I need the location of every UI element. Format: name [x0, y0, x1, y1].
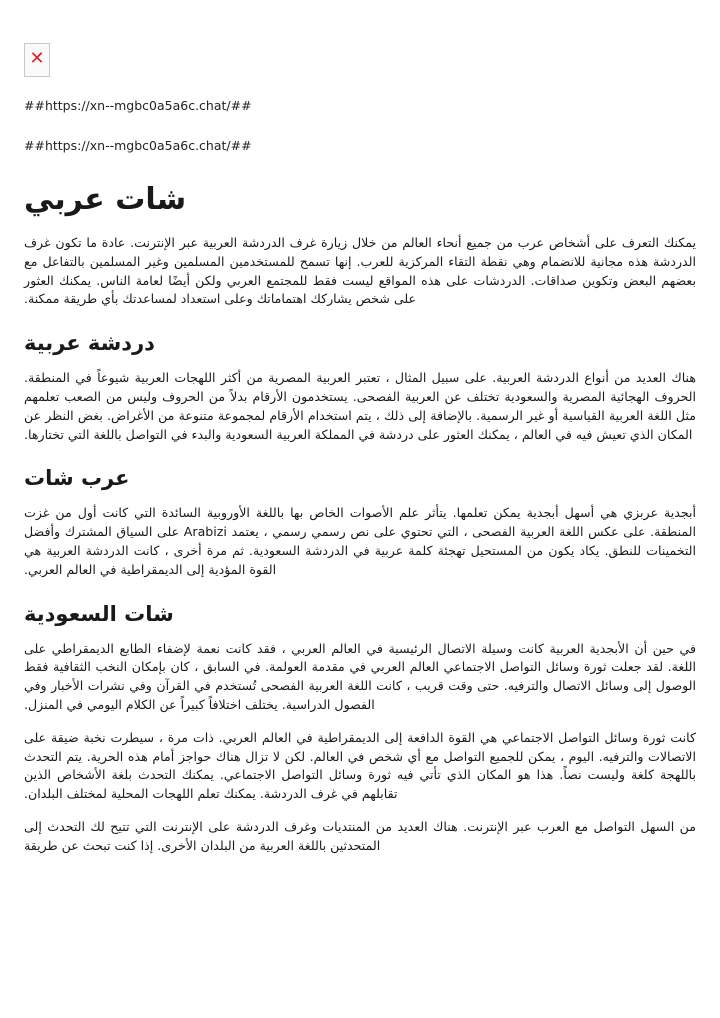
intro-paragraph: يمكنك التعرف على أشخاص عرب من جميع أنحاء العالم من خلال زيارة غرف الدردشة العربية عبر الإنترنت. عادة ما تكون غرف الدردشة هذه مجانية للانضمام وهي نقطة التقاء المركزية للعرب. إنها تسمح للمستخدمين المسلمين وغير المسلمين بالتفاعل مع بعضهم البعض وتكوين صداقات. الدردشات على هذه المواقع ليست فقط للمجتمع العربي ولكن أيضًا لعامة الناس. يمكنك العثور على شخص يشاركك اهتماماتك وعلى استعداد لمساعدتك بأي طريقة ممكنة.	[24, 235, 696, 307]
url-text: ##https://xn--mgbc0a5a6c.chat/##	[24, 138, 252, 153]
broken-image-icon: ✕	[29, 48, 45, 69]
section-paragraph: من السهل التواصل مع العرب عبر الإنترنت. هناك العديد من المنتديات وغرف الدردشة على الإنترنت التي تتيح لك التحدث إلى المتحدثين باللغة العربية من البلدان الأخرى. إذا كنت تبحث عن طريقة	[24, 818, 696, 853]
broken-image	[24, 43, 50, 77]
section-heading: دردشة عربية	[24, 331, 155, 356]
section-paragraph: كانت ثورة وسائل التواصل الاجتماعي هي القوة الدافعة إلى الديمقراطية في العالم العربي. ذات مرة ، سيطرت نخبة ضيقة على الاتصالات والترفيه. اليوم ، يمكن للجميع التواصل مع أي شخص في العالم. لكن لا تزال هناك حواجز أمام هذه الحرية. يتم التحدث باللهجة كلغة وليست نصاً. هذا هو المكان الذي تأتي فيه ثورة وسائل التواصل الاجتماعي. يمكنك التحدث بلغة الأشخاص الذين تقابلهم في غرف الدردشة. يمكنك تعلم اللهجات المحلية لمختلف البلدان.	[24, 729, 696, 802]
article	[24, 178, 696, 870]
section-heading: شات السعودية	[24, 601, 174, 626]
section-paragraph: هناك العديد من أنواع الدردشة العربية. على سبيل المثال ، تعتبر العربية المصرية من أكثر اللهجات العربية شيوعاً في المنطقة. الحروف الهجائية المصرية والسعودية تختلف عن العربية الفصحى. يستخدمون الأرقام بدلاً من الحروف وليس من الصعب تعلمهم مثل اللغة العربية القياسية أو غير الرسمية. بالإضافة إلى ذلك ، يتم استخدام الأرقام لمجموعة متنوعة من الأغراض. بغض النظر عن المكان الذي تعيش فيه في العالم ، يمكنك العثور على دردشة في المملكة العربية السعودية والبدء في التواصل باللغة التي تختارها.	[24, 370, 696, 442]
article-title: شات عربي	[24, 182, 187, 217]
section-paragraph: في حين أن الأبجدية العربية كانت وسيلة الاتصال الرئيسية في العالم العربي ، فقد كانت نعمة لإضفاء الطابع الديمقراطي على اللغة. لقد جعلت ثورة وسائل التواصل الاجتماعي العالم العربي في مقدمة العولمة. في السابق ، كان بإمكان النخب الثقافية فقط الوصول إلى وسائل الاتصال والترفيه. حتى وقت قريب ، كانت اللغة العربية الفصحى تُستخدم في القرآن وفي نشرات الأخبار وفي الفصول الدراسية. يختلف اختلافاً كبيراً عن الكلام اليومي في المنزل.	[24, 640, 696, 712]
section-heading: عرب شات	[24, 466, 130, 491]
url-text: ##https://xn--mgbc0a5a6c.chat/##	[24, 98, 252, 113]
section-paragraph: أبجدية عربزي هي أسهل أبجدية يمكن تعلمها. يتأثر علم الأصوات الخاص بها باللغة الأوروبية السائدة التي كانت أول من غزت المنطقة. على عكس اللغة العربية الفصحى ، التي تحتوي على نص رسمي رسمي ، يعتمد Arabizi على السياق المشترك وأفضل التخمينات للنطق. يكاد يكون من المستحيل تهجئة كلمة عربية في الدردشة السعودية. ثم مرة أخرى ، كانت الدردشة العربية هي القوة المؤدية إلى الديمقراطية في العالم العربي.	[24, 505, 696, 577]
